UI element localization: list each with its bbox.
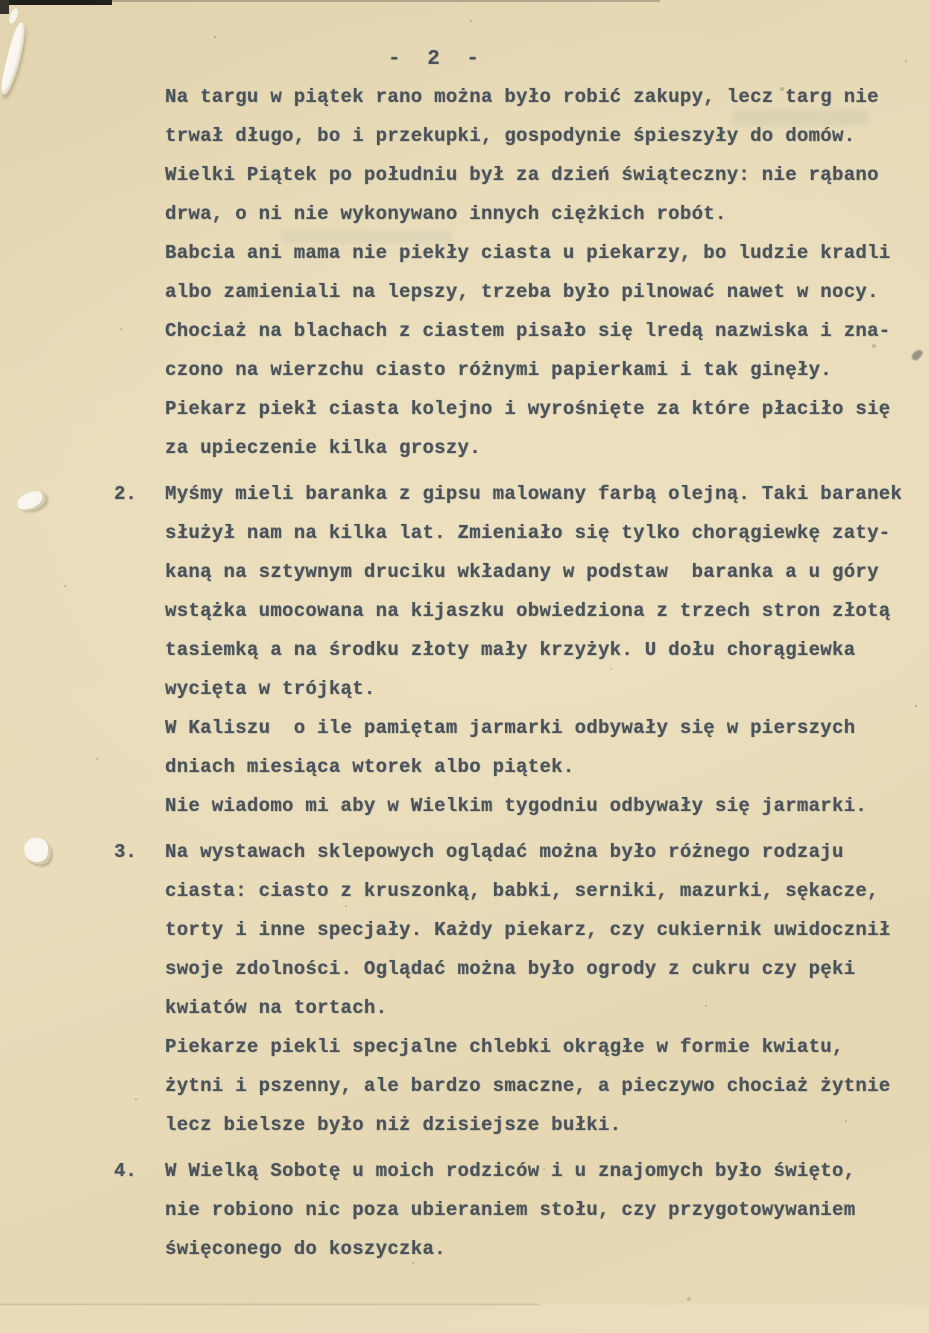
page-number: - 2 - (388, 48, 487, 71)
numbered-paragraph (0, 1152, 929, 1269)
numbered-paragraph (0, 475, 929, 709)
text-line: tasiemką a na środku złoty mały krzyżyk. U dołu chorągiewka (165, 639, 856, 661)
typewritten-text-body (0, 78, 929, 1269)
text-line: dniach miesiąca wtorek albo piątek. (165, 756, 575, 778)
text-line: żytni i pszenny, ale bardzo smaczne, a pieczywo chociaż żytnie (165, 1075, 891, 1097)
text-line: Myśmy mieli baranka z gipsu malowany farbą olejną. Taki baranek (165, 483, 903, 505)
text-line: Chociaż na blachach z ciastem pisało się lredą nazwiska i zna- (165, 320, 891, 342)
text-line: czono na wierzchu ciasto różnymi papierkami i tak ginęły. (165, 359, 833, 381)
scan-edge-artifact (100, 0, 660, 2)
text-line: nie robiono nic poza ubieraniem stołu, czy przygotowywaniem (165, 1199, 856, 1221)
text-line: Babcia ani mama nie piekły ciasta u piekarzy, bo ludzie kradli (165, 242, 891, 264)
text-line: Nie wiadomo mi aby w Wielkim tygodniu odbywały się jarmarki. (165, 795, 868, 817)
text-line: wycięta w trójkąt. (165, 678, 376, 700)
text-line: kaną na sztywnym druciku wkładany w podstaw baranka a u góry (165, 561, 879, 583)
text-line: Piekarze piekli specjalne chlebki okrągłe w formie kwiatu, (165, 1036, 844, 1058)
text-line: albo zamieniali na lepszy, trzeba było pilnować nawet w nocy. (165, 281, 879, 303)
text-line: służył nam na kilka lat. Zmieniało się tylko chorągiewkę zaty- (165, 522, 891, 544)
text-line: torty i inne specjały. Każdy piekarz, czy cukiernik uwidocznił (165, 919, 891, 941)
text-line: lecz bielsze było niż dzisiejsze bułki. (165, 1114, 622, 1136)
list-item-number: 2. (114, 483, 137, 505)
text-line: swoje zdolności. Oglądać można było ogrody z cukru czy pęki (165, 958, 856, 980)
paper-tear-mark (7, 7, 19, 24)
paragraph (0, 78, 929, 468)
paragraph (0, 1028, 929, 1145)
text-line: drwa, o ni nie wykonywano innych ciężkich robót. (165, 203, 727, 225)
text-line: W Wielką Sobotę u moich rodziców i u znajomych było święto, (165, 1160, 856, 1182)
paper-speckles (0, 0, 2, 2)
text-line: Na wystawach sklepowych oglądać można było różnego rodzaju (165, 841, 844, 863)
scan-edge-artifact (0, 0, 112, 5)
list-item-number: 3. (114, 841, 137, 863)
text-line: kwiatów na tortach. (165, 997, 388, 1019)
text-line: ciasta: ciasto z kruszonką, babki, serniki, mazurki, sękacze, (165, 880, 879, 902)
text-line: za upieczenie kilka groszy. (165, 437, 481, 459)
numbered-paragraph (0, 833, 929, 1028)
text-line: wstążka umocowana na kijaszku obwiedziona z trzech stron złotą (165, 600, 891, 622)
text-line: Wielki Piątek po południu był za dzień świąteczny: nie rąbano (165, 164, 879, 186)
text-line: Piekarz piekł ciasta kolejno i wyrośnięte za które płaciło się (165, 398, 891, 420)
text-line: W Kaliszu o ile pamiętam jarmarki odbywały się w pierszych (165, 717, 856, 739)
scan-corner-artifact (0, 0, 9, 14)
paper-bottom-edge (0, 1305, 929, 1333)
text-line: trwał długo, bo i przekupki, gospodynie śpieszyły do domów. (165, 125, 856, 147)
text-line: święconego do koszyczka. (165, 1238, 446, 1260)
paragraph (0, 709, 929, 826)
text-line: Na targu w piątek rano można było robić zakupy, lecz targ nie (165, 86, 879, 108)
list-item-number: 4. (114, 1160, 137, 1182)
